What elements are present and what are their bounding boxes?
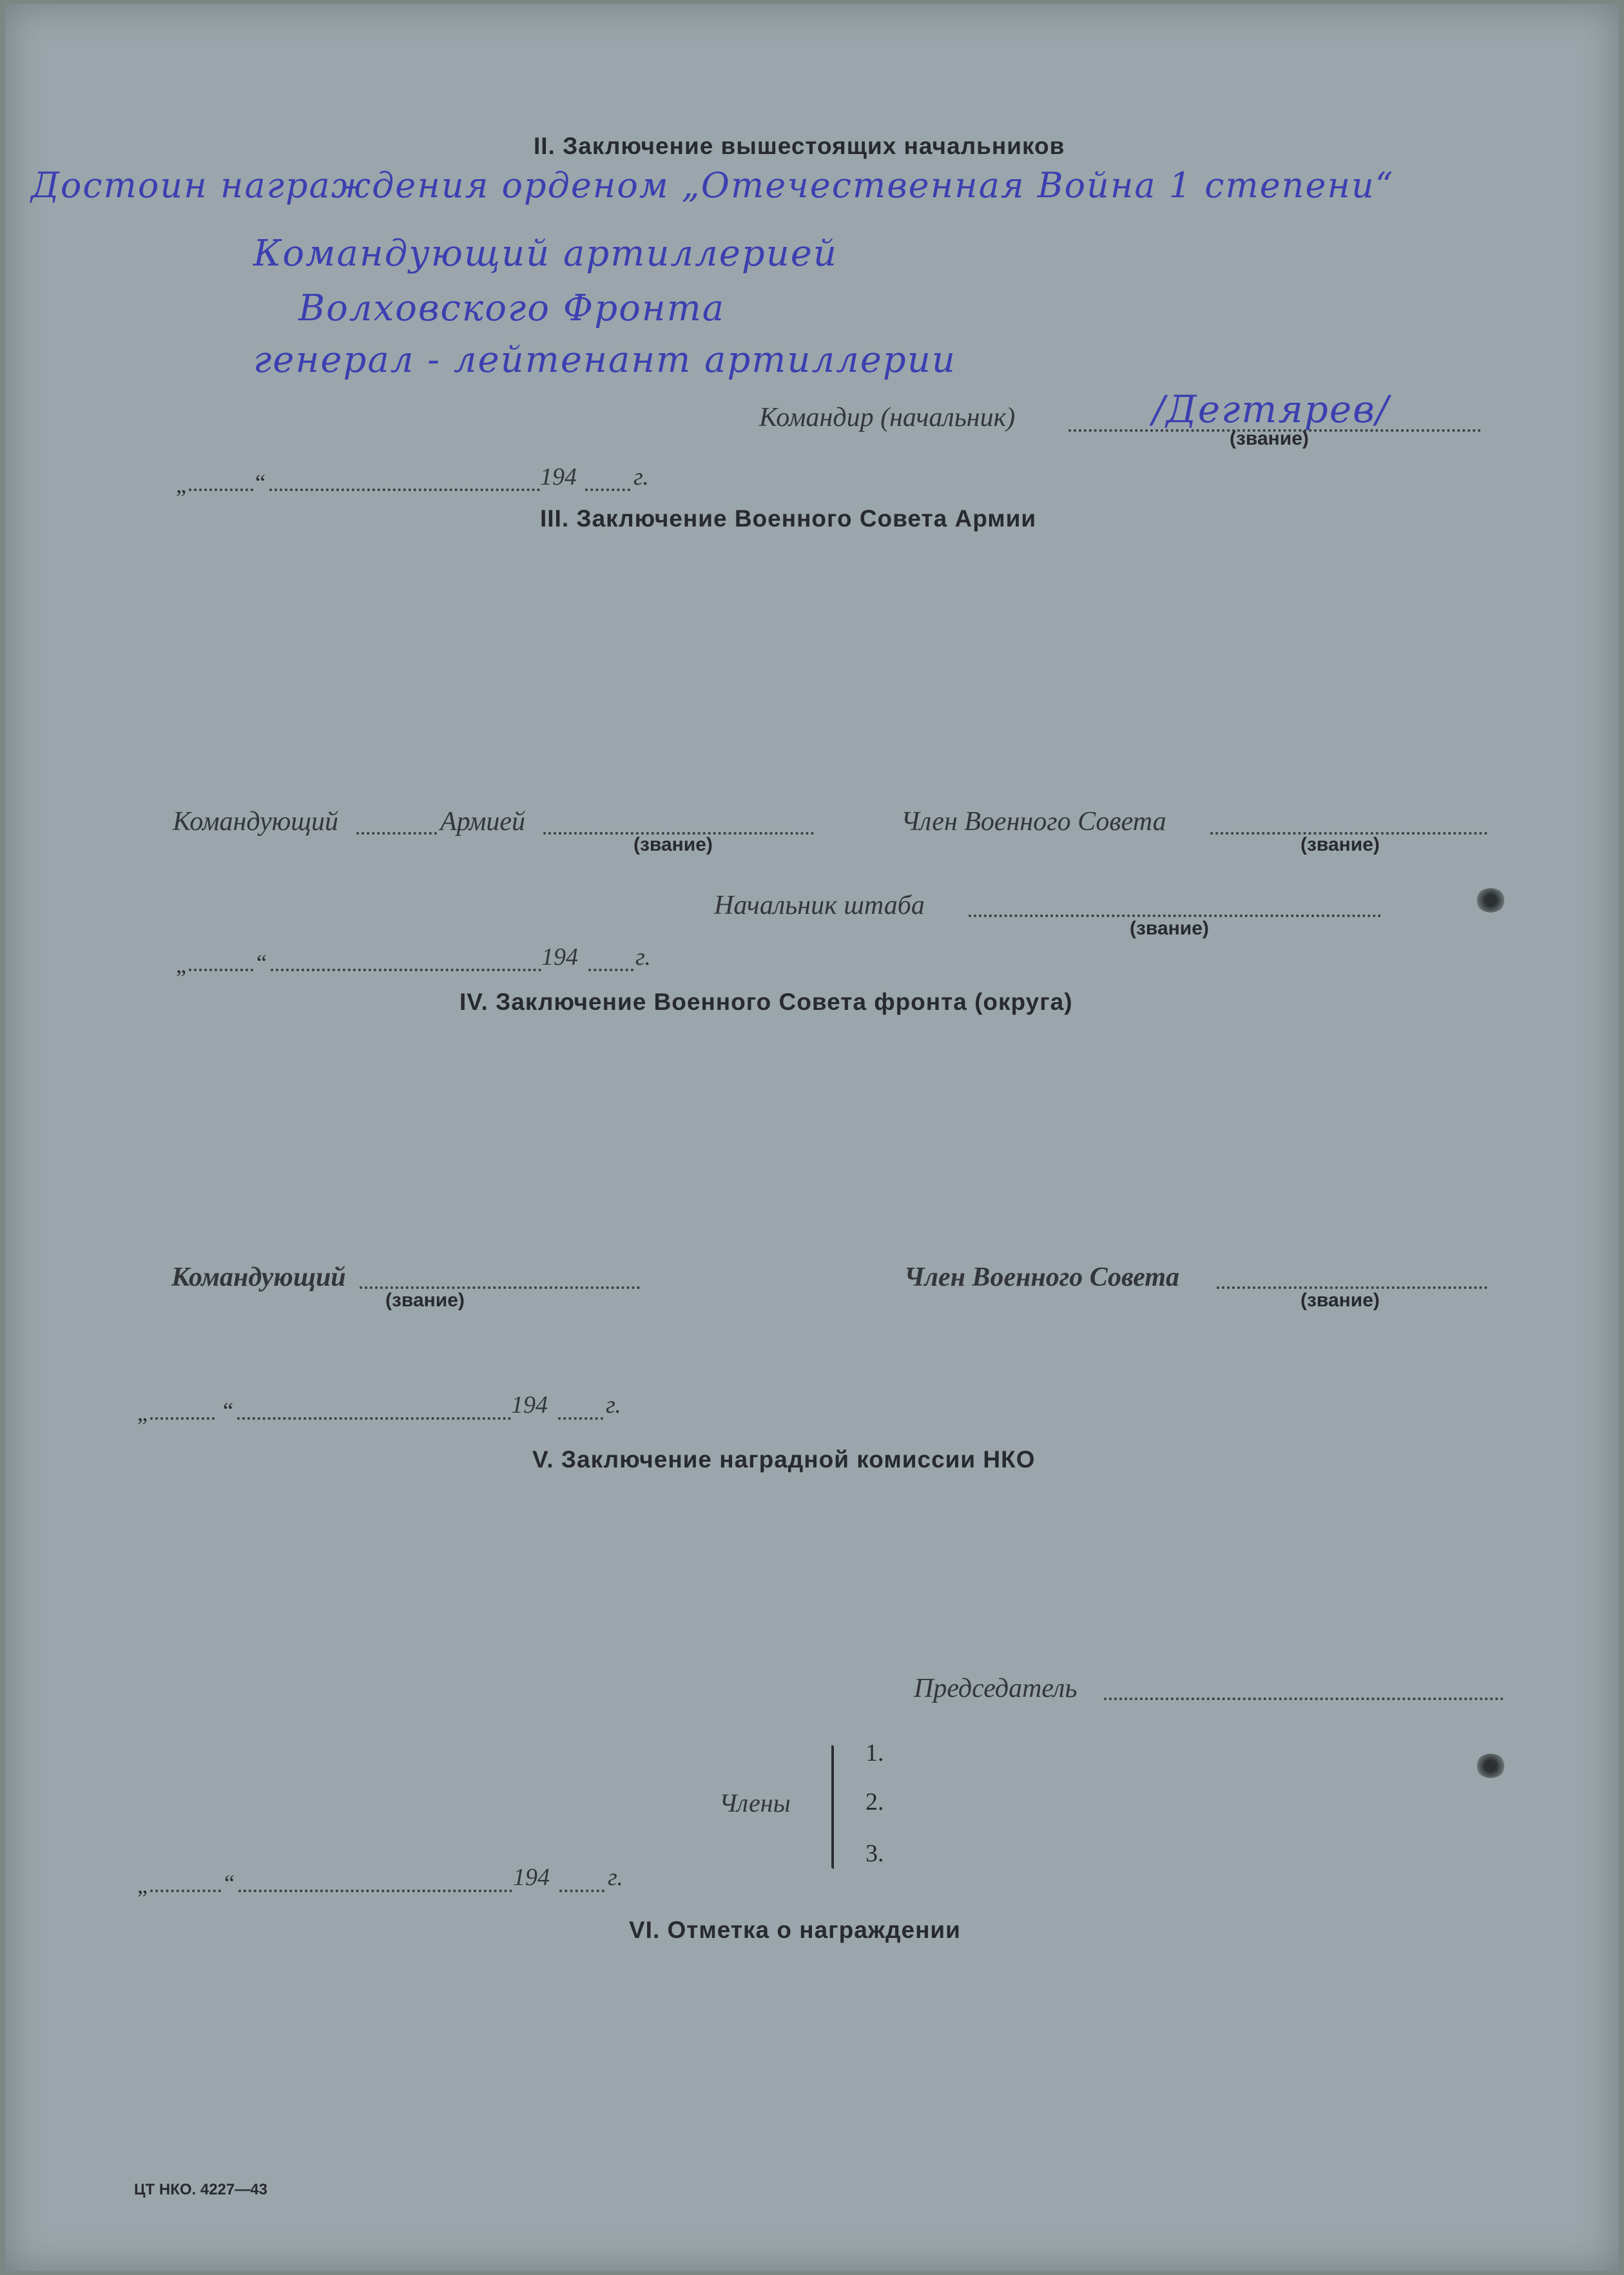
date-year-suffix: г. <box>608 1864 623 1891</box>
handwritten-recommendation-line-2: Командующий артиллерией <box>253 233 838 275</box>
commander-label: Командир (начальник) <box>759 403 1016 432</box>
date-year: 194 <box>511 1391 548 1418</box>
rank-caption: (звание) <box>1230 428 1309 449</box>
handwritten-recommendation-line-1: Достоин награждения орденом „Отечественная Война 1 степени“ <box>31 165 1395 206</box>
council-member-label: Член Военного Совета <box>904 1263 1180 1292</box>
punch-hole <box>1476 1754 1505 1778</box>
member-1: 1. <box>865 1739 884 1767</box>
member-2: 2. <box>865 1788 884 1815</box>
members-label: Члены <box>719 1788 791 1817</box>
handwritten-recommendation-line-3: Волховского Фронта <box>298 287 726 329</box>
chief-of-staff-label: Начальник штаба <box>714 891 925 920</box>
date-year-suffix: г. <box>635 944 651 971</box>
chairman-label: Председатель <box>914 1674 1078 1703</box>
handwritten-recommendation-line-4: генерал - лейтенант артиллерии <box>253 339 956 381</box>
section-3-heading: III. Заключение Военного Совета Армии <box>540 505 1037 532</box>
award-sheet-page: II. Заключение вышестоящих начальников Достоин награждения орденом „Отечественная Война 1 степени“ Командующий артиллерией Волховского Фронта генерал - лейтенант артиллерии Командир (начальник) /Дегтярев/ (звание) „ “ 194 г. III. Заключение Военного Совета Армии Командующий Армией (звание) Член Военного Совета (звание) Начальник штаба (звание) „ “ 194 г. IV. Заключение Военного Совета фронта (округа) Командующий (звание) Член Военного Совета (звание) „ “ 194 г. V. Заключение наградной комиссии НКО Председатель Члены 1. 2. 3. „ “ 194 г. VI. Отметка о награждении ЦТ НКО. 4227—43 <box>5 4 1619 2271</box>
rank-caption: (звание) <box>633 834 713 855</box>
members-brace <box>831 1744 834 1869</box>
rank-caption: (звание) <box>1300 1290 1380 1311</box>
front-commander-label: Командующий <box>171 1263 346 1292</box>
member-3: 3. <box>865 1840 884 1867</box>
date-year: 194 <box>541 944 578 971</box>
rank-caption: (звание) <box>385 1290 465 1311</box>
commander-signature: /Дегтярев/ <box>1152 387 1390 431</box>
section-5-heading: V. Заключение наградной комиссии НКО <box>532 1446 1036 1473</box>
date-year: 194 <box>513 1864 550 1891</box>
army-label: Армией <box>440 807 526 837</box>
council-member-label: Член Военного Совета <box>901 807 1166 837</box>
punch-hole <box>1476 888 1505 913</box>
date-year: 194 <box>540 463 577 490</box>
section-4-heading: IV. Заключение Военного Совета фронта (округа) <box>459 989 1073 1015</box>
date-year-suffix: г. <box>606 1391 621 1418</box>
rank-caption: (звание) <box>1300 834 1380 855</box>
rank-caption: (звание) <box>1130 918 1209 939</box>
date-year-suffix: г. <box>633 463 649 490</box>
section-6-heading: VI. Отметка о награждении <box>629 1917 961 1943</box>
print-mark: ЦТ НКО. 4227—43 <box>134 2181 267 2198</box>
army-commander-label: Командующий <box>173 807 338 837</box>
section-2-heading: II. Заключение вышестоящих начальников <box>534 133 1065 159</box>
